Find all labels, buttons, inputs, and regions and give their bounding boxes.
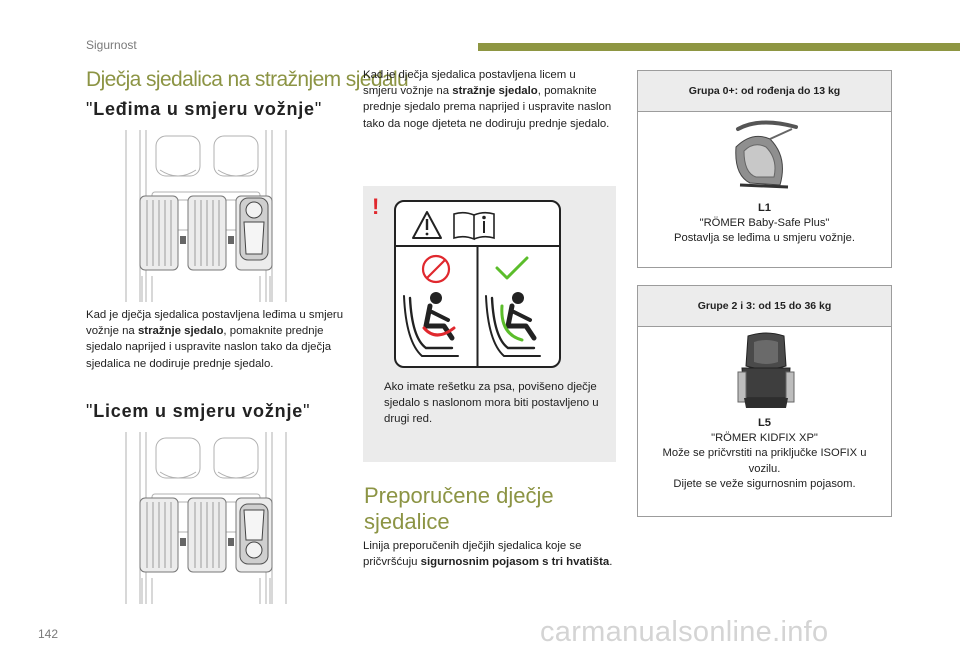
forward-facing-paragraph: Kad je dječja sjedalica postavljena licem u smjeru vožnje na stražnje sjedalo, pomaknite prednje sjedalo prema naprijed i uspravite naslon tako da noge djeteta ne dodiruju prednje sjedalo. (363, 69, 612, 130)
incorrect-seat-icon (404, 292, 458, 356)
warning-exclamation-icon: ! (372, 194, 380, 219)
section-label: Sigurnost (86, 38, 137, 52)
group-0-model: "RÖMER Baby-Safe Plus" (699, 217, 830, 230)
group-2-3-header: Grupe 2 i 3: od 15 do 36 kg (638, 286, 891, 327)
warning-triangle-icon (413, 212, 441, 238)
recommended-title: Preporučene dječje sjedalice (364, 483, 554, 534)
group-2-3-belt-note: Dijete se veže sigurnosnim pojasom. (673, 477, 856, 490)
rear-facing-seat-diagram (122, 130, 290, 302)
prohibited-icon (423, 256, 449, 282)
warning-pictogram (394, 200, 561, 368)
rear-facing-heading: "Leđima u smjeru vožnje" (86, 99, 323, 119)
group-0-card (637, 70, 892, 268)
group-2-3-isofix-note: Može se pričvrstiti na priključke ISOFIX u vozilu. (662, 447, 867, 475)
group-0-header: Grupa 0+: od rođenja do 13 kg (638, 71, 891, 112)
correct-seat-icon (486, 292, 540, 356)
group-2-3-card (637, 285, 892, 517)
page-title: Dječja sjedalica na stražnjem sjedalu (86, 68, 409, 91)
manual-book-icon (454, 213, 494, 239)
baby-safe-plus-image (730, 117, 802, 193)
group-2-3-code: L5 (757, 417, 772, 429)
kidfix-xp-image (736, 332, 796, 412)
group-0-code: L1 (757, 202, 772, 214)
group-0-description: Postavlja se leđima u smjeru vožnje. (674, 232, 855, 245)
check-icon (497, 258, 527, 278)
page-number: 142 (38, 627, 59, 641)
forward-facing-seat-diagram (122, 432, 290, 604)
rear-facing-paragraph: Kad je dječja sjedalica postavljena leđima u smjeru vožnje na stražnje sjedalo, pomaknite prednje sjedalo naprijed i uspravite naslon tako da dječja sjedalica ne dodiruje prednje sjedalo. (86, 309, 344, 370)
forward-facing-heading: "Licem u smjeru vožnje" (86, 401, 311, 421)
recommended-paragraph: Linija preporučenih dječjih sjedalica koje se pričvršćuju sigurnosnim pojasom s tri hvatišta. (363, 540, 613, 569)
header-accent-bar (478, 43, 960, 51)
watermark: carmanualsonline.info (540, 616, 829, 648)
group-2-3-model: "RÖMER KIDFIX XP" (711, 432, 818, 445)
warning-text: Ako imate rešetku za psa, povišeno dječje sjedalo s naslonom mora biti postavljeno u drugi red. (384, 381, 599, 426)
